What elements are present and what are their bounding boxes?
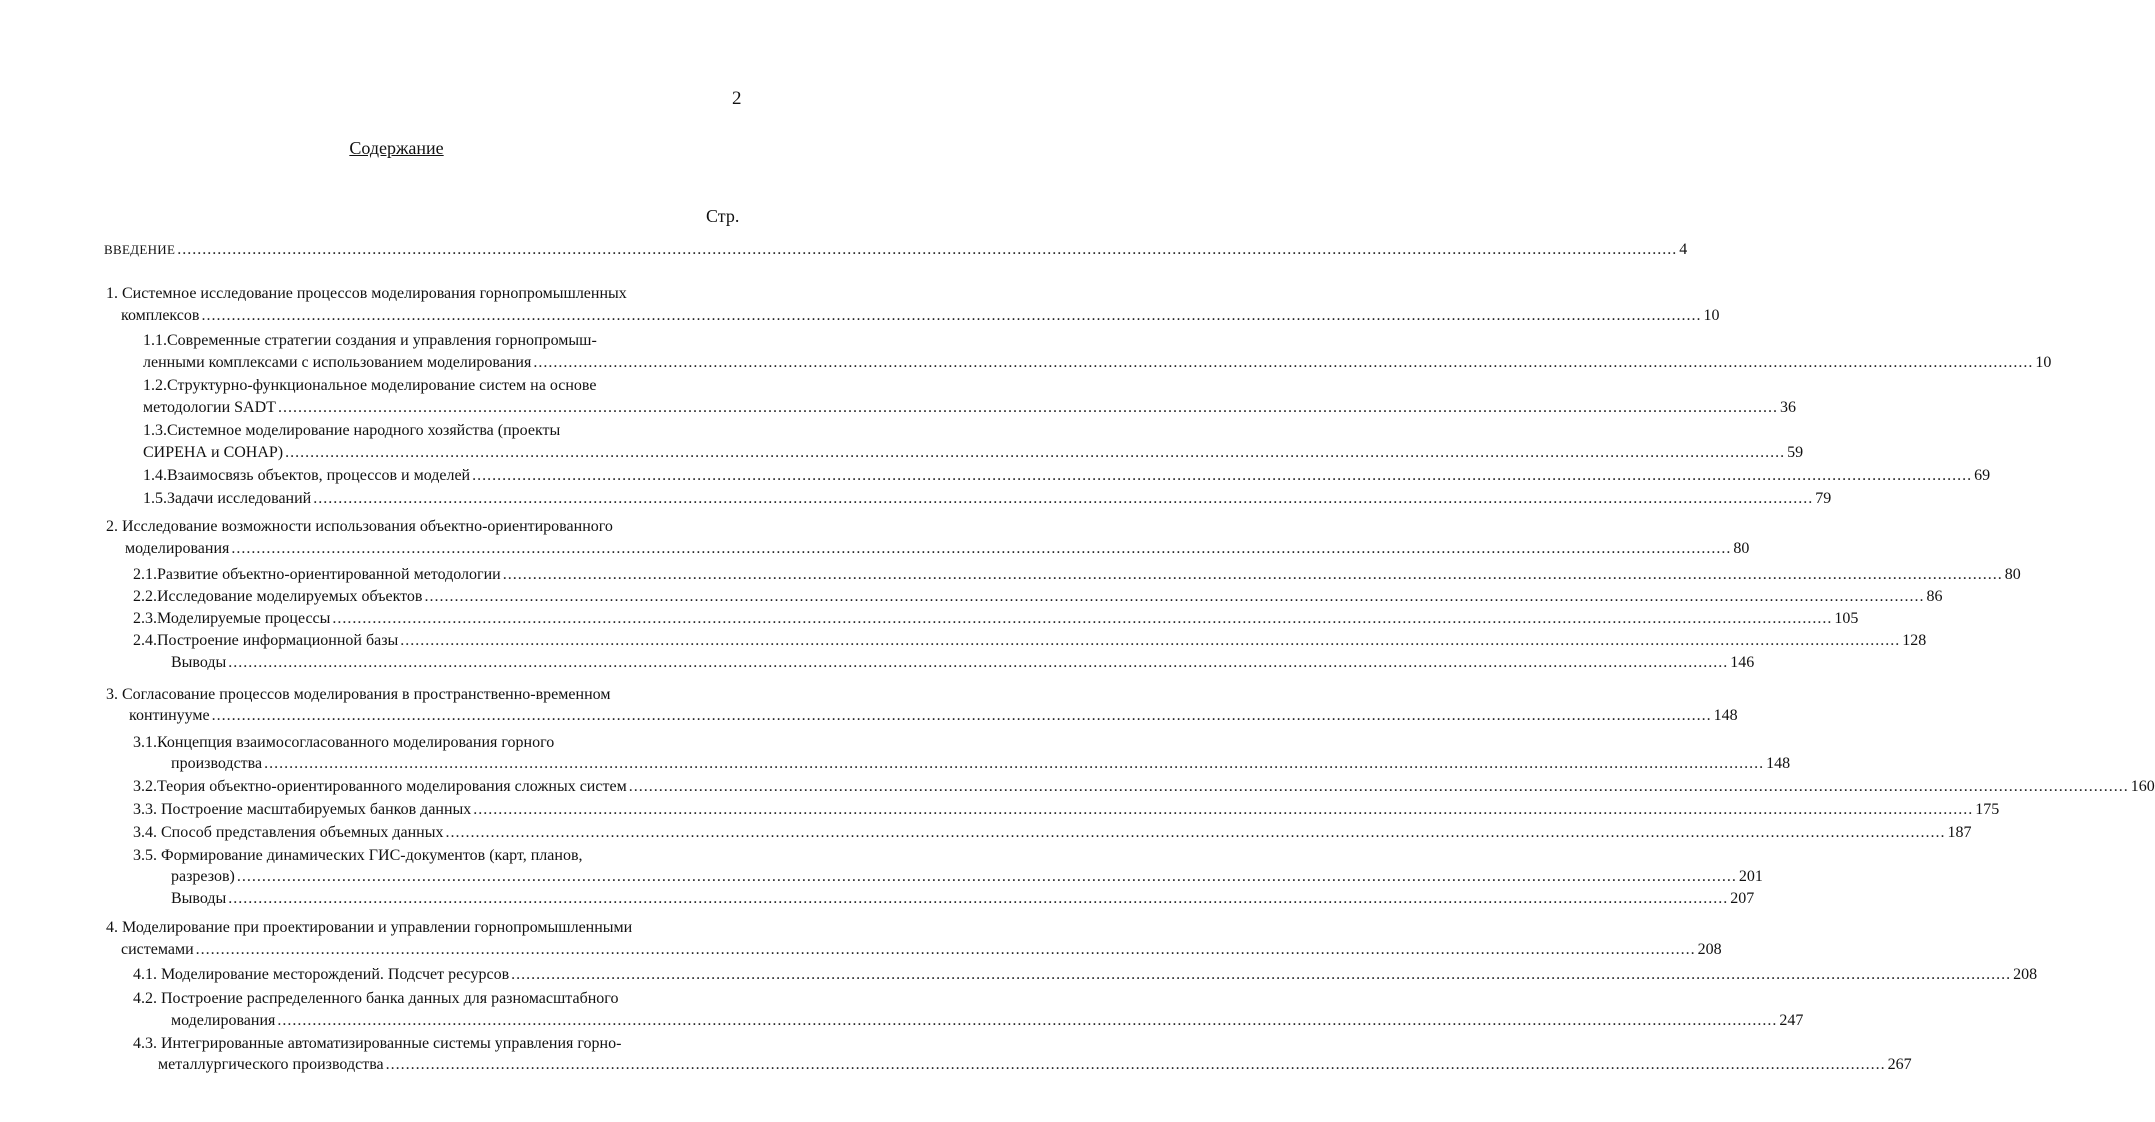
- dot-leader: ............................................................................................................................................................................................................................................................................................................: [385, 1056, 1886, 1073]
- entry-label: 2.2.Исследование моделируемых объектов: [133, 588, 423, 605]
- dot-leader: ............................................................................................................................................................................................................................................................................................................: [277, 1012, 1778, 1029]
- chapter-entry-2: [125, 539, 1750, 559]
- entry-label: СИРЕНА и СОНАР): [143, 444, 284, 461]
- entry-page: 208: [2013, 966, 2038, 983]
- entry-page: 80: [2004, 566, 2021, 583]
- section-2-1-entry: [133, 565, 2021, 585]
- dot-leader: ............................................................................................................................................................................................................................................................................................................: [502, 566, 2003, 583]
- section-3-1-title: 3.1.Концепция взаимосогласованного моделирования горного: [133, 734, 555, 751]
- section-2-3-entry: [133, 609, 1859, 629]
- entry-page: 187: [1947, 824, 1972, 841]
- chapter-title-4: 4. Моделирование при проектировании и управлении горнопромышленными: [106, 919, 633, 936]
- entry-label: 2.4.Построение информационной базы: [133, 632, 399, 649]
- entry-label: 3.4. Способ представления объемных данных: [133, 824, 444, 841]
- dot-leader: ............................................................................................................................................................................................................................................................................................................: [277, 399, 1778, 416]
- entry-label: системами: [121, 941, 194, 958]
- entry-page: 148: [1766, 755, 1791, 772]
- section-3-5-entry: [171, 867, 1763, 887]
- entry-label: Выводы: [171, 654, 227, 671]
- chapter-entry-4: [121, 940, 1722, 960]
- entry-page: 160: [2130, 778, 2155, 795]
- dot-leader: ............................................................................................................................................................................................................................................................................................................: [228, 654, 1729, 671]
- entry-label: моделирования: [171, 1012, 276, 1029]
- toc-title: Содержание: [349, 138, 444, 158]
- section-4-2-title: 4.2. Построение распределенного банка данных для разномасштабного: [133, 990, 619, 1007]
- dot-leader: ............................................................................................................................................................................................................................................................................................................: [264, 755, 1765, 772]
- dot-leader: ............................................................................................................................................................................................................................................................................................................: [177, 241, 1678, 258]
- entry-label: ленными комплексами с использованием моделирования: [143, 354, 532, 371]
- dot-leader: ............................................................................................................................................................................................................................................................................................................: [228, 890, 1729, 907]
- chapter-entry-1: [121, 306, 1720, 326]
- entry-label: 2.1.Развитие объектно-ориентированной методологии: [133, 566, 501, 583]
- entry-page: 247: [1779, 1012, 1804, 1029]
- section-3-4-entry: [133, 823, 1972, 843]
- section-3-1-entry: [171, 754, 1791, 774]
- dot-leader: ............................................................................................................................................................................................................................................................................................................: [285, 444, 1786, 461]
- section-1-3-entry: [143, 443, 1804, 463]
- section-4-1-entry: [133, 965, 2038, 985]
- entry-label: производства: [171, 755, 263, 772]
- dot-leader: ............................................................................................................................................................................................................................................................................................................: [231, 540, 1732, 557]
- entry-label: моделирования: [125, 540, 230, 557]
- section-2-conclusions-entry: [171, 653, 1755, 673]
- section-4-3-entry: [158, 1055, 1912, 1075]
- entry-label: методологии SADT: [143, 399, 276, 416]
- entry-label: 4.1. Моделирование месторождений. Подсчет ресурсов: [133, 966, 510, 983]
- dot-leader: ............................................................................................................................................................................................................................................................................................................: [473, 801, 1974, 818]
- chapter-entry-3: [129, 706, 1738, 726]
- dot-leader: ............................................................................................................................................................................................................................................................................................................: [445, 824, 1946, 841]
- section-2-2-entry: [133, 587, 1943, 607]
- dot-leader: ............................................................................................................................................................................................................................................................................................................: [201, 307, 1702, 324]
- entry-page: 128: [1902, 632, 1927, 649]
- chapter-title-3: 3. Согласование процессов моделирования в пространственно-временном: [106, 686, 611, 703]
- dot-leader: ............................................................................................................................................................................................................................................................................................................: [313, 490, 1814, 507]
- entry-page: 201: [1738, 868, 1763, 885]
- dot-leader: ............................................................................................................................................................................................................................................................................................................: [211, 707, 1712, 724]
- entry-label: 1.4.Взаимосвязь объектов, процессов и моделей: [143, 467, 471, 484]
- section-2-4-entry: [133, 631, 1927, 651]
- section-3-conclusions-entry: [171, 889, 1755, 909]
- entry-page: 10: [2035, 354, 2052, 371]
- section-3-3-entry: [133, 800, 2000, 820]
- section-4-2-entry: [171, 1011, 1804, 1031]
- entry-label: ВВЕДЕНИЕ: [104, 242, 176, 257]
- dot-leader: ............................................................................................................................................................................................................................................................................................................: [424, 588, 1925, 605]
- entry-page: 86: [1926, 588, 1943, 605]
- entry-page: 79: [1815, 490, 1832, 507]
- entry-label: 1.5.Задачи исследований: [143, 490, 312, 507]
- dot-leader: ............................................................................................................................................................................................................................................................................................................: [400, 632, 1901, 649]
- section-1-2-title: 1.2.Структурно-функциональное моделирование систем на основе: [143, 377, 597, 394]
- section-4-3-title: 4.3. Интегрированные автоматизированные системы управления горно-: [133, 1035, 622, 1052]
- section-1-1-entry: [143, 353, 2052, 373]
- entry-page: 175: [1975, 801, 2000, 818]
- section-1-3-title: 1.3.Системное моделирование народного хозяйства (проекты: [143, 422, 561, 439]
- section-3-2-entry: [133, 777, 2155, 797]
- dot-leader: ............................................................................................................................................................................................................................................................................................................: [332, 610, 1833, 627]
- entry-label: металлургического производства: [158, 1056, 384, 1073]
- section-1-4-entry: [143, 466, 1991, 486]
- toc-entry-intro: [104, 240, 1688, 260]
- entry-page: 59: [1787, 444, 1804, 461]
- entry-page: 267: [1887, 1056, 1912, 1073]
- entry-page: 146: [1730, 654, 1755, 671]
- dot-leader: ............................................................................................................................................................................................................................................................................................................: [533, 354, 2034, 371]
- entry-page: 36: [1779, 399, 1796, 416]
- chapter-title-2: 2. Исследование возможности использования объектно-ориентированного: [106, 518, 613, 535]
- dot-leader: ............................................................................................................................................................................................................................................................................................................: [195, 941, 1696, 958]
- dot-leader: ............................................................................................................................................................................................................................................................................................................: [628, 778, 2129, 795]
- entry-label: континууме: [129, 707, 210, 724]
- entry-label: Выводы: [171, 890, 227, 907]
- entry-page: 148: [1713, 707, 1738, 724]
- entry-page: 10: [1703, 307, 1720, 324]
- section-1-2-entry: [143, 398, 1796, 418]
- entry-page: 4: [1679, 241, 1688, 258]
- dot-leader: ............................................................................................................................................................................................................................................................................................................: [511, 966, 2012, 983]
- section-1-1-title: 1.1.Современные стратегии создания и управления горнопромыш-: [143, 332, 597, 349]
- section-1-5-entry: [143, 489, 1832, 509]
- entry-label: 3.3. Построение масштабируемых банков данных: [133, 801, 472, 818]
- entry-page: 105: [1834, 610, 1859, 627]
- entry-label: разрезов): [171, 868, 235, 885]
- entry-page: 208: [1697, 941, 1722, 958]
- dot-leader: ............................................................................................................................................................................................................................................................................................................: [472, 467, 1973, 484]
- entry-page: 207: [1730, 890, 1755, 907]
- pages-column-label: Стр.: [706, 206, 740, 226]
- page-number: 2: [732, 88, 742, 109]
- entry-label: 2.3.Моделируемые процессы: [133, 610, 331, 627]
- dot-leader: ............................................................................................................................................................................................................................................................................................................: [236, 868, 1737, 885]
- entry-label: 3.2.Теория объектно-ориентированного моделирования сложных систем: [133, 778, 627, 795]
- entry-page: 69: [1974, 467, 1991, 484]
- entry-label: комплексов: [121, 307, 200, 324]
- chapter-title-1: 1. Системное исследование процессов моделирования горнопромышленных: [106, 285, 627, 302]
- section-3-5-title: 3.5. Формирование динамических ГИС-документов (карт, планов,: [133, 847, 583, 864]
- entry-page: 80: [1733, 540, 1750, 557]
